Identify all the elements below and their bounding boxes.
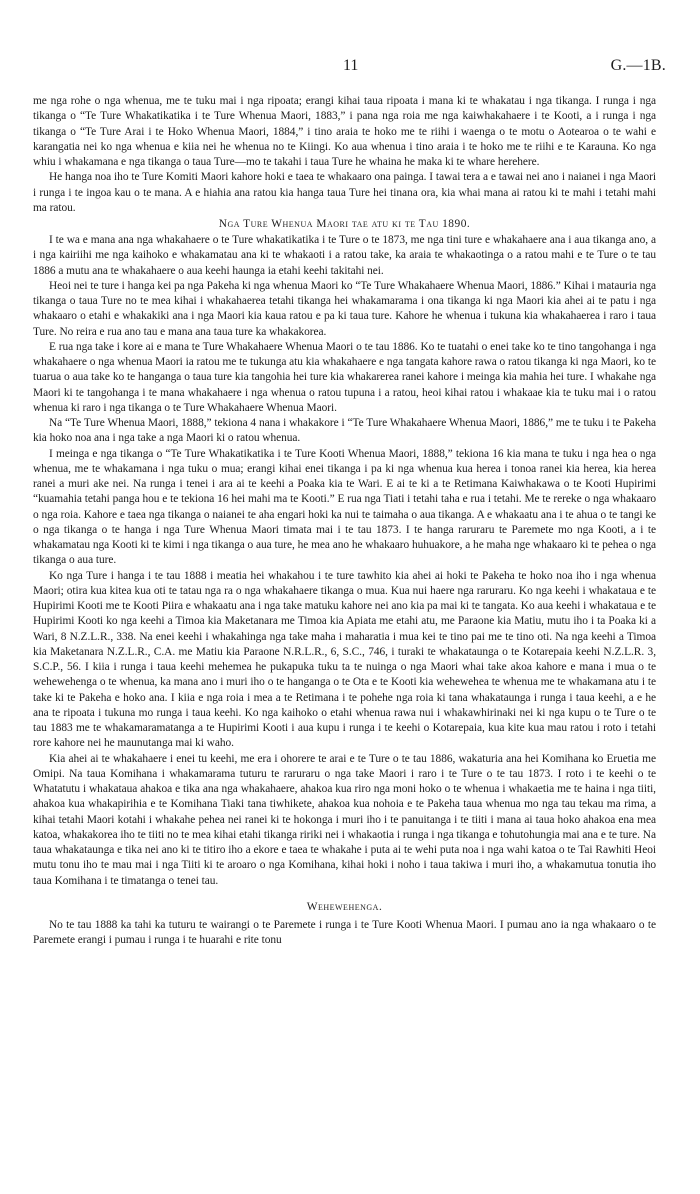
section-heading: Nga Ture Whenua Maori tae atu ki te Tau 1890. bbox=[218, 218, 471, 230]
paragraph: me nga rohe o nga whenua, me te tuku mai i nga ripoata; erangi kihai taua ripoata i mana ki te whakatau i nga tikanga. I runga i nga tikanga o “Te Ture Whakatikatika i te Ture Whenua Maori, 1883,” i pana nga roia me nga kaiwhakahaere i te Kooti, a i runga i nga tikanga o “Te Ture Arai i te Hoko Whenua Maori, 1884,” i tino araia te hoko me te riihi i waenga o te motu o Aotearoa o te wahi e karangatia nei ko nga whenua e kiia nei he whenua no te Kiingi. Ko aua whenua i tino araia i te hoko me te riihi e te Karauna. Ko nga whiu i whakamana e nga tikanga o taua Ture—mo te takahi i taua Ture he whaina he maka ki te whare herehere. bbox=[33, 95, 656, 168]
paragraph: Na “Te Ture Whenua Maori, 1888,” tekiona 4 nana i whakakore i “Te Ture Whakahaere Whenua Maori, 1886,” me te tuku i te Pakeha kia hoko noa ana i nga take a nga Maori ki o ratou whenua. bbox=[33, 417, 656, 445]
paragraph: Heoi nei te ture i hanga kei pa nga Pakeha ki nga whenua Maori ko “Te Ture Whakahaere Whenua Maori, 1886.” Kihai i matauria nga tikanga o taua Ture no te mea kihai i whakahaerea tetahi tikanga hei whakamarama i ona tikanga ki nga Maori kia ahei ai te patu i nga whakaaro o etahi e whakakiki ana i nga Maori kia kaua ratou e pa ki taua ture. Kahore he whenua i tukuna kia whakahaerea i raro i taua Ture. No reira e rua ano tau e mana ana taua ture ka whakakorea. bbox=[33, 279, 656, 338]
section-heading: Wehewehenga. bbox=[306, 900, 383, 913]
paragraph: He hanga noa iho te Ture Komiti Maori kahore hoki e taea te whakaaro ona painga. I tawai tera a e tawai nei ano i naianei i nga Maori i runga i te ingoa kau o te mana. A e hiahia ana ratou kia hanga taua Ture hei tinana ora, kia whai mana ai ratou ki te mahi i tetahi mahi ma ratou. bbox=[33, 171, 656, 214]
page-header bbox=[0, 58, 700, 78]
paragraph: I te wa e mana ana nga whakahaere o te Ture whakatikatika i te Ture o te 1873, me nga tini ture e whakahaere ana i aua tikanga ano, a i nga kairiihi me nga kaihoko e whakamatau ana ki te whakaoti i a ratou take, ka araia te whakaotinga o a ratou mahi e te Ture o te tau 1886 a mutu ana te whakahaere o aua keehi haunga ia etahi keehi takitahi nei. bbox=[33, 234, 656, 277]
document-body bbox=[33, 94, 656, 948]
page-number: 11 bbox=[343, 57, 359, 74]
paragraph: Kia ahei ai te whakahaere i enei tu keehi, me era i ohorere te arai e te Ture o te tau 1886, wakaturia ana hei Komihana ko Eruetia me Omipi. Na taua Komihana i whakamarama tuturu te raruraru o nga take Maori i raro i te Ture o te tau 1873. I roto i te keehi o te Whatatutu i whakataua ahakoa e tika ana nga whakahaere, ahakoa kua riro nga moni hoko o te whenua i whakaetia me te haina i nga tiiti, ahakoa kua whakapirihia e te Komihana Tiaki tana tiwhikete, ahakoa kua nohoia e te Pakeha taua whenua mo nga tau tekau ma rima, a kihai tetahi Maori kotahi i whakahe pehea nei ranei ki te hokonga i muri iho i te panuitanga i te tiiti i mana ai taua hoko ahakoa ena mea katoa, whakakorea iho te tiiti no te mea kihai etahi tikanga ririki nei i whakaotia i runga i nga tikanga e tohutohungia mai ana e te ture. Na taua whakataunga e tika nei ano ki te titiro iho a ekore e taea te whakahe i puta ai te wehi puta noa i nga wahi katoa o te Tai Rawhiti Heoi mutu tonu iho te mau mai i nga Tiiti ki te aroaro o nga Komihana, kihai hoki i noho i taua takiwa i muri iho, a whakamutua tonutia iho taua Komihana i te timatanga o tenei tau. bbox=[33, 752, 656, 887]
paragraph: E rua nga take i kore ai e mana te Ture Whakahaere Whenua Maori o te tau 1886. Ko te tuatahi o enei take ko te tino tangohanga i nga whakahaere o nga whenua Maori ia ratou me te tukunga atu kia whakahaere e nga tangata kahore rawa o ratou tikanga ki nga Maori, ko te tuarua o aua take ko te hanganga o taua ture kia tangohia hei ture kia whakarerea ranei kahore i meinga kia mahia hei ture. I whakahe nga Maori ki te tangohanga i te mana whakahaere i nga whenua o ratou tupuna i a ratou, heoi kihai ratou i whakaae kia te tuku mai i o ratou whenua ki raro i nga tikanga o te Ture Whakahaere Whenua Maori. bbox=[33, 340, 656, 414]
document-reference: G.—1B. bbox=[610, 57, 666, 74]
paragraph: Ko nga Ture i hanga i te tau 1888 i meatia hei whakahou i te ture tawhito kia ahei ai hoki te Pakeha te hoko noa iho i nga whenua Maori; otira kua kitea kua oti te tatau nga ra o nga whakahaere tikanga o mua. Kua nui haere nga raruraru. Ko nga keehi i whakataua e te Hupirimi Kooti me te Kooti Piira e whakaatu ana i nga take matuku kahore nei ano kia pa mai ki te tangata. Ko aua keehi i whakataua e te Hupirimi Kooti ko nga keehi a Timoa kia Maketanara me Timoa kia Apiata me etahi atu, me Paraone kia Matiu, mutu iho i ta Poaka ki a Wari, 8 N.Z.L.R., 338. Na enei keehi i whakahinga nga take maha i maharatia i mua kei te tino pai me te tino oti. Na nga keehi a Timoa kia Maketanara N.Z.L.R., C.A. me Matiu kia Paraone N.R.L.R., 6, S.C., 746, i turaki te whakataunga o te Kotarepaia keehi N.Z.L.R. 3, S.C.P., 56. I kiia i runga i taua keehi mehemea he pukapuka tuku ta te nuinga o nga Maori whai take akoa kahore e mana i mua o te wehewehenga o te whenua, ka mana ano i muri iho o te hanganga o te Ota e te Kooti kia wehewehea te whenua me te whakamana atu i te take ki te Pakeha e hoko ana. I kiia e nga roia i mea a te Retimana i te pohehe nga roia ki tana whakataunga i runga i taua keehi, a e he ana te ripoata i tukuna mo runga i taua keehi. Ko nga kaihoko o etahi whenua rawa nui i whakawhirinaki nei ki nga kupu o te Ture o te tau 1883 me te whakamaramatanga a te Hupirimi Kooti i aua kupu i runga i te keehi o Kotarepaia, kua kite kua mau ratou i roto i tetahi rore kahore nei he maunutanga mai ki waho. bbox=[33, 569, 656, 750]
paragraph: I meinga e nga tikanga o “Te Ture Whakatikatika i te Ture Kooti Whenua Maori, 1888,” tekiona 16 kia mana te tuku i nga hea o nga whenua, me te whakamana i nga tuku o mua; erangi kihai enei tikanga i pa ki nga whenua kua herea i tonoa ranei kia herea, kia herea ranei a muri ake nei. Na runga i tenei i ara ai te keehi a Poaka kia te Wari. E ai te ki a te Retimana Kaiwhakawa o te Kooti Hupirimi “kuamahia tetahi panga hou e te tekiona 16 hei mahi ma te Kooti.” E rua nga Tiati i tetahi taha e rua i tetahi. Me te rereke o nga whakaaro o nga roia. Kahore e taea nga tikanga o naianei te aha engari hoki ka nui te taimaha o aua tikanga. A e whakaatu ana i te ahua o te tangi ke o nga tikanga o te hanga i nga Ture Whenua Maori timata mai i te tau 1873. I te hanga raruraru te Paremete mo nga Kooti, a i te whakamatau nga Kooti ki te kimi i nga tikanga o aua ture, he mea ano he whakaaro huhuakore, a he maha nge whakaaro ki te pehea o nga tikanga o aua ture. bbox=[33, 447, 656, 567]
paragraph: No te tau 1888 ka tahi ka tuturu te wairangi o te Paremete i runga i te Ture Kooti Whenua Maori. I pumau ano ia nga whakaaro o te Paremete erangi i pumau i runga i te huarahi e rite tonu bbox=[33, 918, 656, 946]
